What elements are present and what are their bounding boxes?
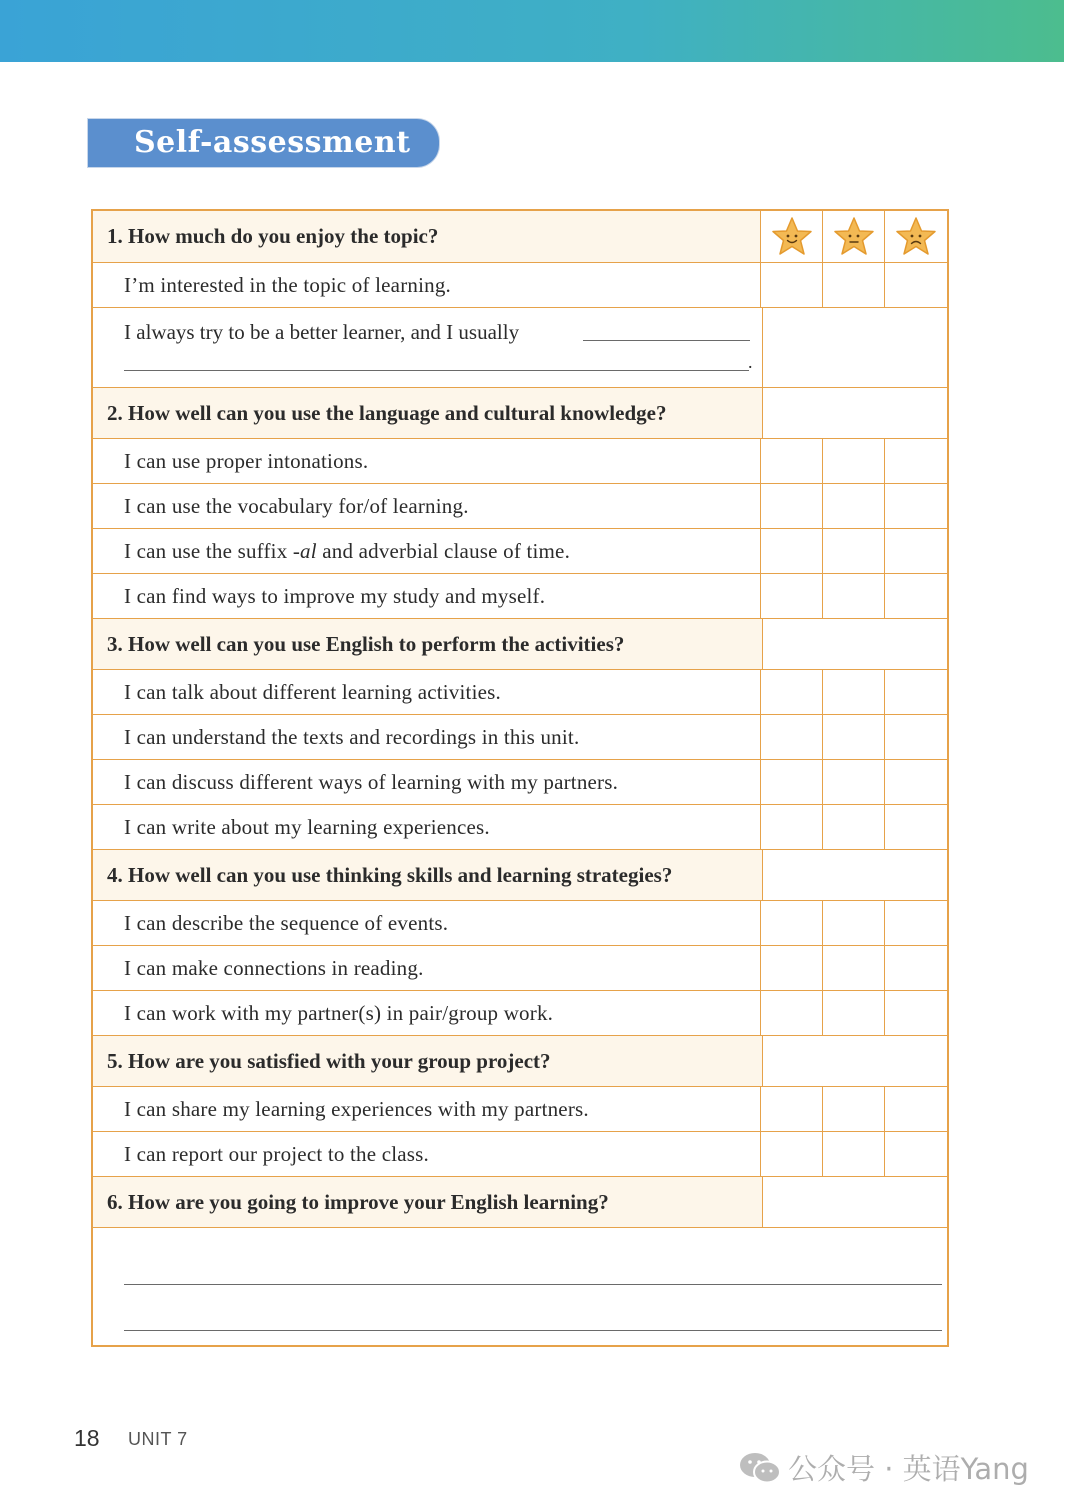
rating-box-neutral[interactable]: [823, 1132, 885, 1176]
rating-box-sad[interactable]: [885, 1132, 947, 1176]
statement-row: [93, 528, 947, 573]
statement-text: I can use the suffix -al and adverbial clause of time.: [124, 538, 571, 563]
answer-line[interactable]: [583, 340, 750, 341]
statement-row: [93, 262, 947, 307]
free-answer-area: [93, 1227, 947, 1345]
question-6: 6. How are you going to improve your English learning?: [107, 1189, 609, 1214]
rating-box-neutral[interactable]: [823, 263, 885, 307]
statement-text: I’m interested in the topic of learning.: [124, 272, 451, 297]
rating-box-sad[interactable]: [885, 1087, 947, 1131]
rating-box-sad[interactable]: [885, 805, 947, 849]
rating-box-happy[interactable]: [761, 901, 823, 945]
statement-row: [93, 945, 947, 990]
rating-box-neutral[interactable]: [823, 484, 885, 528]
answer-line[interactable]: [124, 370, 749, 371]
rating-box-sad[interactable]: [885, 901, 947, 945]
watermark: [738, 1447, 1029, 1488]
rating-box-neutral[interactable]: [823, 529, 885, 573]
rating-box-sad[interactable]: [885, 670, 947, 714]
statement-row: [93, 1086, 947, 1131]
rating-box-happy[interactable]: [761, 760, 823, 804]
rating-box-neutral[interactable]: [823, 1087, 885, 1131]
happy-star-icon: [771, 216, 813, 258]
question-1: 1. How much do you enjoy the topic?: [107, 224, 439, 248]
question-2: 2. How well can you use the language and cultural knowledge?: [107, 400, 667, 425]
rating-box-sad[interactable]: [885, 263, 947, 307]
suffix-term: -al: [292, 538, 317, 563]
rating-box-sad[interactable]: [885, 529, 947, 573]
neutral-star-icon: [833, 216, 875, 258]
rating-box-neutral[interactable]: [823, 901, 885, 945]
statement-text: I can discuss different ways of learning with my partners.: [124, 769, 619, 794]
question-row-2: [93, 387, 947, 438]
rating-box-sad[interactable]: [885, 991, 947, 1035]
rating-box-sad[interactable]: [885, 760, 947, 804]
statement-text: I can work with my partner(s) in pair/group work.: [124, 1000, 554, 1025]
statement-row: [93, 669, 947, 714]
statement-text: I can describe the sequence of events.: [124, 910, 449, 935]
question-3: 3. How well can you use English to perform the activities?: [107, 631, 625, 656]
question-row-4: [93, 849, 947, 900]
statement-text: I can find ways to improve my study and myself.: [124, 583, 546, 608]
sentence-end: .: [748, 352, 753, 372]
section-title-tab: [88, 119, 439, 167]
rating-box-happy[interactable]: [761, 529, 823, 573]
rating-box-neutral[interactable]: [823, 574, 885, 618]
rating-box-happy[interactable]: [761, 484, 823, 528]
sad-star-icon: [895, 216, 937, 258]
rating-box-neutral[interactable]: [823, 991, 885, 1035]
rating-box-neutral[interactable]: [823, 946, 885, 990]
rating-box-happy[interactable]: [761, 1087, 823, 1131]
rating-box-neutral[interactable]: [823, 439, 885, 483]
rating-box-happy[interactable]: [761, 439, 823, 483]
rating-box-happy[interactable]: [761, 1132, 823, 1176]
rating-box-neutral[interactable]: [823, 805, 885, 849]
rating-box-happy[interactable]: [761, 715, 823, 759]
rating-box-neutral[interactable]: [823, 670, 885, 714]
statement-row: [93, 573, 947, 618]
statement-text: I always try to be a better learner, and I usually: [124, 320, 520, 344]
rating-box-sad[interactable]: [885, 946, 947, 990]
statement-row: [93, 438, 947, 483]
rating-box-neutral[interactable]: [823, 760, 885, 804]
question-4: 4. How well can you use thinking skills and learning strategies?: [107, 862, 673, 887]
question-5: 5. How are you satisfied with your group project?: [107, 1048, 551, 1073]
open-answer-row: [93, 307, 947, 387]
statement-row: [93, 804, 947, 849]
unit-label: UNIT 7: [128, 1429, 188, 1449]
rating-box-happy[interactable]: [761, 670, 823, 714]
statement-row: [93, 759, 947, 804]
rating-column-sad: [885, 211, 947, 262]
statement-text: I can use proper intonations.: [124, 448, 369, 473]
statement-text: I can make connections in reading.: [124, 955, 424, 980]
self-assessment-table: [91, 209, 949, 1347]
statement-text: I can talk about different learning activities.: [124, 679, 501, 704]
rating-column-neutral: [823, 211, 885, 262]
rating-box-sad[interactable]: [885, 439, 947, 483]
statement-row: [93, 483, 947, 528]
page-title: Self-assessment: [134, 125, 411, 160]
watermark-text: 公众号 · 英语Yang: [788, 1452, 1029, 1486]
question-row-6: [93, 1176, 947, 1227]
rating-box-happy[interactable]: [761, 574, 823, 618]
answer-line[interactable]: [124, 1330, 942, 1331]
statement-text: I can write about my learning experiences.: [124, 814, 490, 839]
statement-text: I can understand the texts and recordings in this unit.: [124, 724, 580, 749]
rating-box-sad[interactable]: [885, 484, 947, 528]
rating-box-happy[interactable]: [761, 805, 823, 849]
rating-box-happy[interactable]: [761, 263, 823, 307]
top-color-band: [0, 0, 1064, 62]
statement-row: [93, 900, 947, 945]
answer-line[interactable]: [124, 1284, 942, 1285]
rating-column-happy: [761, 211, 823, 262]
question-row-1: [93, 211, 947, 262]
wechat-icon: [738, 1450, 782, 1486]
question-row-5: [93, 1035, 947, 1086]
statement-text: I can share my learning experiences with my partners.: [124, 1096, 589, 1121]
rating-box-happy[interactable]: [761, 946, 823, 990]
statement-row: [93, 1131, 947, 1176]
rating-box-neutral[interactable]: [823, 715, 885, 759]
statement-text: I can use the vocabulary for/of learning.: [124, 493, 469, 518]
question-row-3: [93, 618, 947, 669]
statement-text: I can report our project to the class.: [124, 1141, 429, 1166]
statement-row: [93, 990, 947, 1035]
rating-box-sad[interactable]: [885, 574, 947, 618]
statement-row: [93, 714, 947, 759]
rating-box-sad[interactable]: [885, 715, 947, 759]
rating-box-happy[interactable]: [761, 991, 823, 1035]
page-number: 18: [74, 1425, 100, 1451]
